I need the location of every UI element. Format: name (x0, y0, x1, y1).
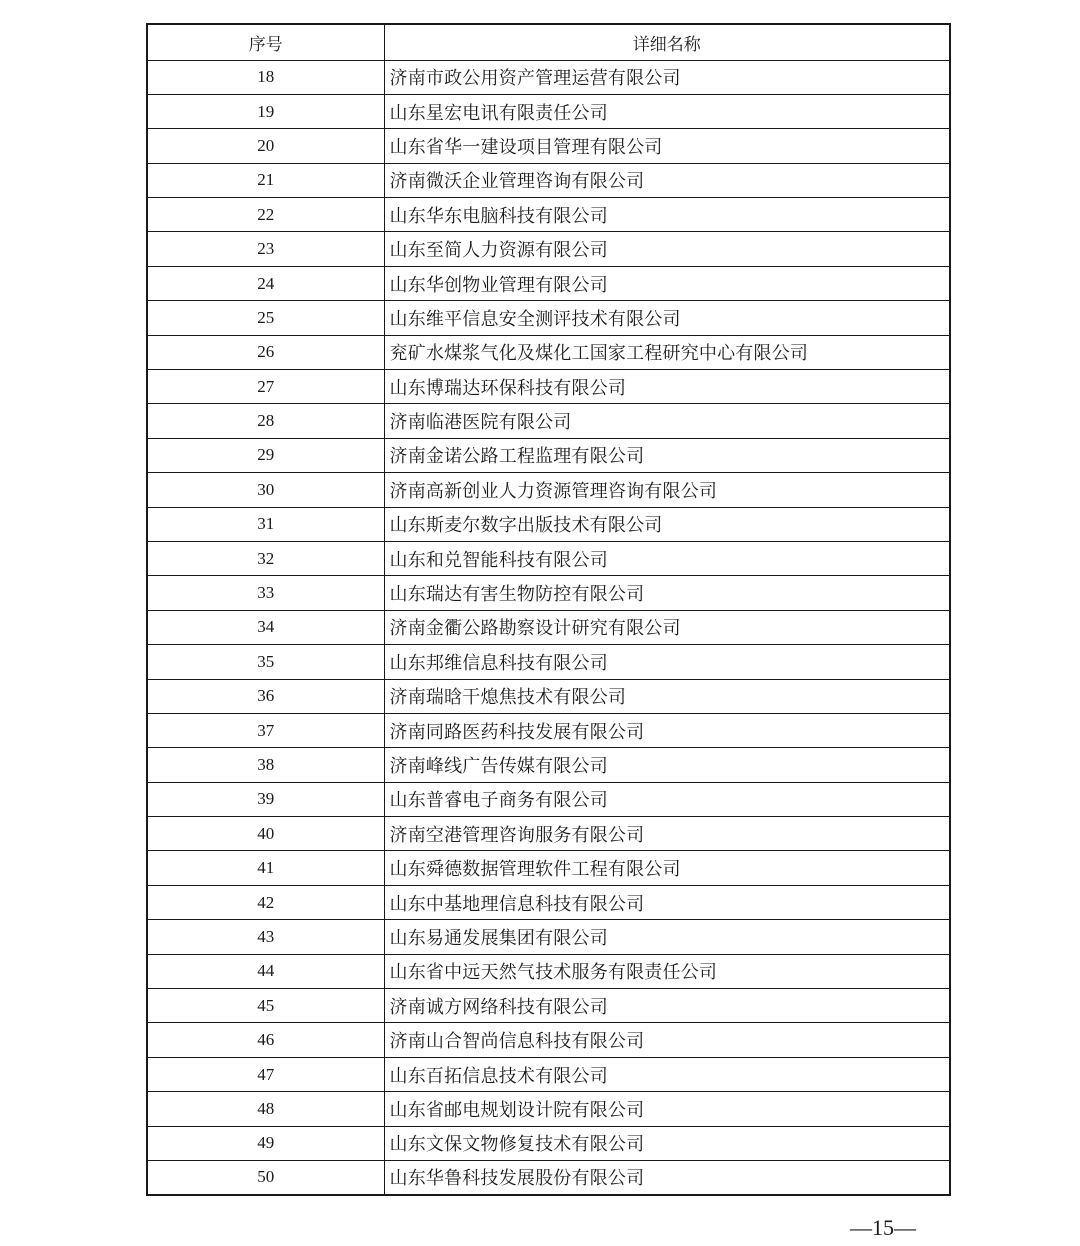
row-serial-number: 26 (147, 335, 384, 369)
table-row (147, 1092, 950, 1126)
table-row (147, 782, 950, 816)
row-company-name: 济南临港医院有限公司 (384, 404, 950, 438)
row-company-name: 济南同路医药科技发展有限公司 (384, 713, 950, 747)
row-serial-number: 49 (147, 1126, 384, 1160)
row-serial-number: 47 (147, 1057, 384, 1091)
table-row (147, 370, 950, 404)
row-serial-number: 37 (147, 713, 384, 747)
table-row (147, 507, 950, 541)
page-number: —15— (850, 1215, 916, 1240)
row-serial-number: 33 (147, 576, 384, 610)
row-serial-number: 21 (147, 163, 384, 197)
table-row (147, 645, 950, 679)
table-row (147, 438, 950, 472)
table-row (147, 576, 950, 610)
row-serial-number: 50 (147, 1161, 384, 1195)
table-row (147, 129, 950, 163)
row-company-name: 济南金衢公路勘察设计研究有限公司 (384, 610, 950, 644)
row-serial-number: 25 (147, 301, 384, 335)
row-serial-number: 19 (147, 94, 384, 128)
row-serial-number: 46 (147, 1023, 384, 1057)
row-serial-number: 38 (147, 748, 384, 782)
table-row (147, 198, 950, 232)
row-company-name: 山东邦维信息科技有限公司 (384, 645, 950, 679)
table-row (147, 817, 950, 851)
row-serial-number: 42 (147, 885, 384, 919)
row-serial-number: 34 (147, 610, 384, 644)
table-row (147, 610, 950, 644)
row-serial-number: 18 (147, 60, 384, 94)
row-serial-number: 20 (147, 129, 384, 163)
table-row (147, 851, 950, 885)
row-serial-number: 41 (147, 851, 384, 885)
table-row (147, 473, 950, 507)
row-serial-number: 39 (147, 782, 384, 816)
row-serial-number: 32 (147, 541, 384, 575)
table-row (147, 1161, 950, 1195)
row-company-name: 山东至简人力资源有限公司 (384, 232, 950, 266)
row-company-name: 山东省中远天然气技术服务有限责任公司 (384, 954, 950, 988)
row-company-name: 山东斯麦尔数字出版技术有限公司 (384, 507, 950, 541)
table-row (147, 1126, 950, 1160)
table-row (147, 94, 950, 128)
table-row (147, 1023, 950, 1057)
row-company-name: 山东普睿电子商务有限公司 (384, 782, 950, 816)
row-company-name: 山东舜德数据管理软件工程有限公司 (384, 851, 950, 885)
table-row (147, 301, 950, 335)
table-row (147, 954, 950, 988)
table-row (147, 679, 950, 713)
row-serial-number: 23 (147, 232, 384, 266)
row-company-name: 山东易通发展集团有限公司 (384, 920, 950, 954)
row-company-name: 山东和兑智能科技有限公司 (384, 541, 950, 575)
row-company-name: 济南空港管理咨询服务有限公司 (384, 817, 950, 851)
row-company-name: 济南微沃企业管理咨询有限公司 (384, 163, 950, 197)
row-serial-number: 40 (147, 817, 384, 851)
row-company-name: 山东省华一建设项目管理有限公司 (384, 129, 950, 163)
row-company-name: 山东华东电脑科技有限公司 (384, 198, 950, 232)
table-row (147, 920, 950, 954)
table-header-row (147, 24, 950, 60)
row-serial-number: 35 (147, 645, 384, 679)
row-company-name: 济南瑞晗干熄焦技术有限公司 (384, 679, 950, 713)
row-serial-number: 30 (147, 473, 384, 507)
header-detailed-name: 详细名称 (384, 24, 950, 60)
row-company-name: 济南金诺公路工程监理有限公司 (384, 438, 950, 472)
table-row (147, 404, 950, 438)
table-row (147, 163, 950, 197)
row-company-name: 济南诚方网络科技有限公司 (384, 989, 950, 1023)
row-company-name: 山东省邮电规划设计院有限公司 (384, 1092, 950, 1126)
row-company-name: 山东星宏电讯有限责任公司 (384, 94, 950, 128)
row-serial-number: 22 (147, 198, 384, 232)
row-serial-number: 27 (147, 370, 384, 404)
table-row (147, 266, 950, 300)
company-list-table (146, 23, 951, 1196)
row-serial-number: 43 (147, 920, 384, 954)
row-company-name: 山东文保文物修复技术有限公司 (384, 1126, 950, 1160)
row-serial-number: 24 (147, 266, 384, 300)
table-row (147, 989, 950, 1023)
table-row (147, 885, 950, 919)
row-company-name: 山东瑞达有害生物防控有限公司 (384, 576, 950, 610)
row-serial-number: 44 (147, 954, 384, 988)
row-company-name: 济南高新创业人力资源管理咨询有限公司 (384, 473, 950, 507)
table-row (147, 60, 950, 94)
table-row (147, 335, 950, 369)
row-company-name: 山东维平信息安全测评技术有限公司 (384, 301, 950, 335)
row-company-name: 山东百拓信息技术有限公司 (384, 1057, 950, 1091)
row-company-name: 山东华鲁科技发展股份有限公司 (384, 1161, 950, 1195)
row-serial-number: 48 (147, 1092, 384, 1126)
row-serial-number: 29 (147, 438, 384, 472)
row-company-name: 山东中基地理信息科技有限公司 (384, 885, 950, 919)
row-company-name: 济南山合智尚信息科技有限公司 (384, 1023, 950, 1057)
row-serial-number: 36 (147, 679, 384, 713)
table-body (147, 60, 950, 1195)
row-company-name: 济南市政公用资产管理运营有限公司 (384, 60, 950, 94)
table-row (147, 1057, 950, 1091)
table-row (147, 748, 950, 782)
row-company-name: 济南峰线广告传媒有限公司 (384, 748, 950, 782)
table-row (147, 713, 950, 747)
header-serial-number: 序号 (147, 24, 384, 60)
table-row (147, 541, 950, 575)
row-company-name: 兖矿水煤浆气化及煤化工国家工程研究中心有限公司 (384, 335, 950, 369)
row-serial-number: 45 (147, 989, 384, 1023)
row-company-name: 山东华创物业管理有限公司 (384, 266, 950, 300)
row-company-name: 山东博瑞达环保科技有限公司 (384, 370, 950, 404)
row-serial-number: 31 (147, 507, 384, 541)
row-serial-number: 28 (147, 404, 384, 438)
table-row (147, 232, 950, 266)
